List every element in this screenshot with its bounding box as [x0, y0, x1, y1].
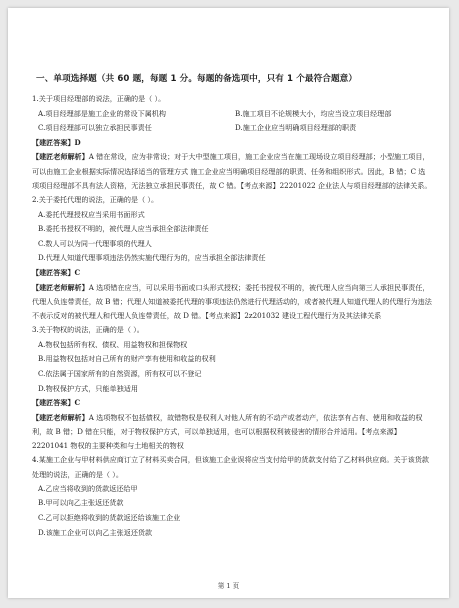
option-c: C.依法属于国家所有的自然资源，所有权可以不登记 [38, 368, 202, 378]
analysis-paragraph [32, 150, 432, 193]
analysis-paragraph [32, 411, 432, 454]
option-a: A.乙应当将收到的货款返还给甲 [38, 483, 138, 493]
option-b: B.施工项目不论规模大小，均应当设立项目经理部 [235, 108, 392, 118]
question-stem: 1.关于项目经理部的说法，正确的是（ ）。 [32, 94, 166, 103]
option-a: A.委托代理授权应当采用书面形式 [38, 209, 145, 219]
option-d: D.施工企业应当明确项目经理部的职责 [235, 123, 357, 133]
answer-label: 【建匠答案】C [32, 398, 81, 408]
answer-label: 【建匠答案】D [32, 137, 81, 147]
question-list [32, 92, 432, 540]
option-d: D.物权保护方式，只能单独适用 [38, 383, 138, 393]
answer-label: 【建匠答案】C [32, 267, 81, 277]
analysis-tag: 【建匠老师解析】 [32, 152, 89, 162]
option-d: D.该施工企业可以向乙主张返还货款 [38, 527, 153, 537]
option-c: C.乙可以拒绝将收到的货款返还给该施工企业 [38, 512, 181, 522]
analysis-text: A 选项错在应当，可以采用书面或口头形式授权；委托书授权不明的，被代理人应当向第三人承担民事责任，代理人负连带责任，故 B 错；代理人知道被委托代理的事项违法仍然进行代理活动的，或者被代理人知道代理人的代理行为违法不表示反对的被代理人和代理人负连带责任，故 D 错。【考点来源】2z201032 建设工程代理行为及其法律关系 [32, 282, 432, 320]
question-stem: 3.关于物权的说法，正确的是（ ）。 [32, 325, 144, 335]
analysis-text: A 选项物权不包括债权，故错物权是权利人对他人所有的不动产或者动产，依法享有占有、使用和收益的权利，故 B 错；D 错在只能，对于物权保护方式，可以单独适用，也可以根据权利被侵害的情形合并适用。【考点来源】22201041 物权的主要种类和与土地相关的物权 [32, 412, 423, 451]
option-row [32, 107, 432, 122]
option-row [32, 121, 432, 136]
question-stem: 2.关于委托代理的说法，正确的是（ ）。 [32, 194, 159, 204]
analysis-text: A 错在常设，应为非常设；对于大中型施工项目，施工企业应当在施工现场设立项目经理部；小型施工项目，可以由施工企业根据实际情况选择适当的管理方式 施工企业应当明确项目经理部的职责、任务和组织形式。因此，B 错；C 选项项目经理部不具有法人资格，无法独立承担民事责任，故 C 错。【考点来源】22201022 企业法人与项目经理部的法律关系。 [32, 152, 432, 190]
section-title: 一、单项选择题（共 60 题，每题 1 分。每题的备选项中，只有 1 个最符合题意） [36, 74, 358, 84]
analysis-tag: 【建匠老师解析】 [32, 412, 89, 422]
option-c: C.项目经理部可以独立承担民事责任 [38, 123, 152, 133]
document-page [8, 8, 449, 598]
analysis-tag: 【建匠老师解析】 [32, 282, 89, 292]
analysis-paragraph [32, 281, 432, 324]
question-stem: 4.某施工企业与甲材料供应商订立了材料买卖合同，但该施工企业误将应当支付给甲的货款支付给了乙材料供应商。关于该货款处理的说法，正确的是（ ）。 [32, 455, 429, 479]
option-c: C.数人可以为同一代理事项的代理人 [38, 238, 152, 248]
option-d: D.代理人知道代理事项违法仍然实施代理行为的，应当承担全部法律责任 [38, 253, 266, 263]
option-b: B.甲可以向乙主张返还货款 [38, 498, 124, 508]
page-number: 第 1 页 [217, 582, 240, 590]
option-a: A.项目经理部是施工企业的常设下属机构 [38, 108, 166, 118]
option-a: A.物权包括所有权、债权、用益物权和担保物权 [38, 339, 188, 349]
option-b: B.委托书授权不明的，被代理人应当承担全部法律责任 [38, 224, 209, 234]
option-b: B.用益物权包括对自己所有的财产享有使用和收益的权利 [38, 354, 216, 364]
